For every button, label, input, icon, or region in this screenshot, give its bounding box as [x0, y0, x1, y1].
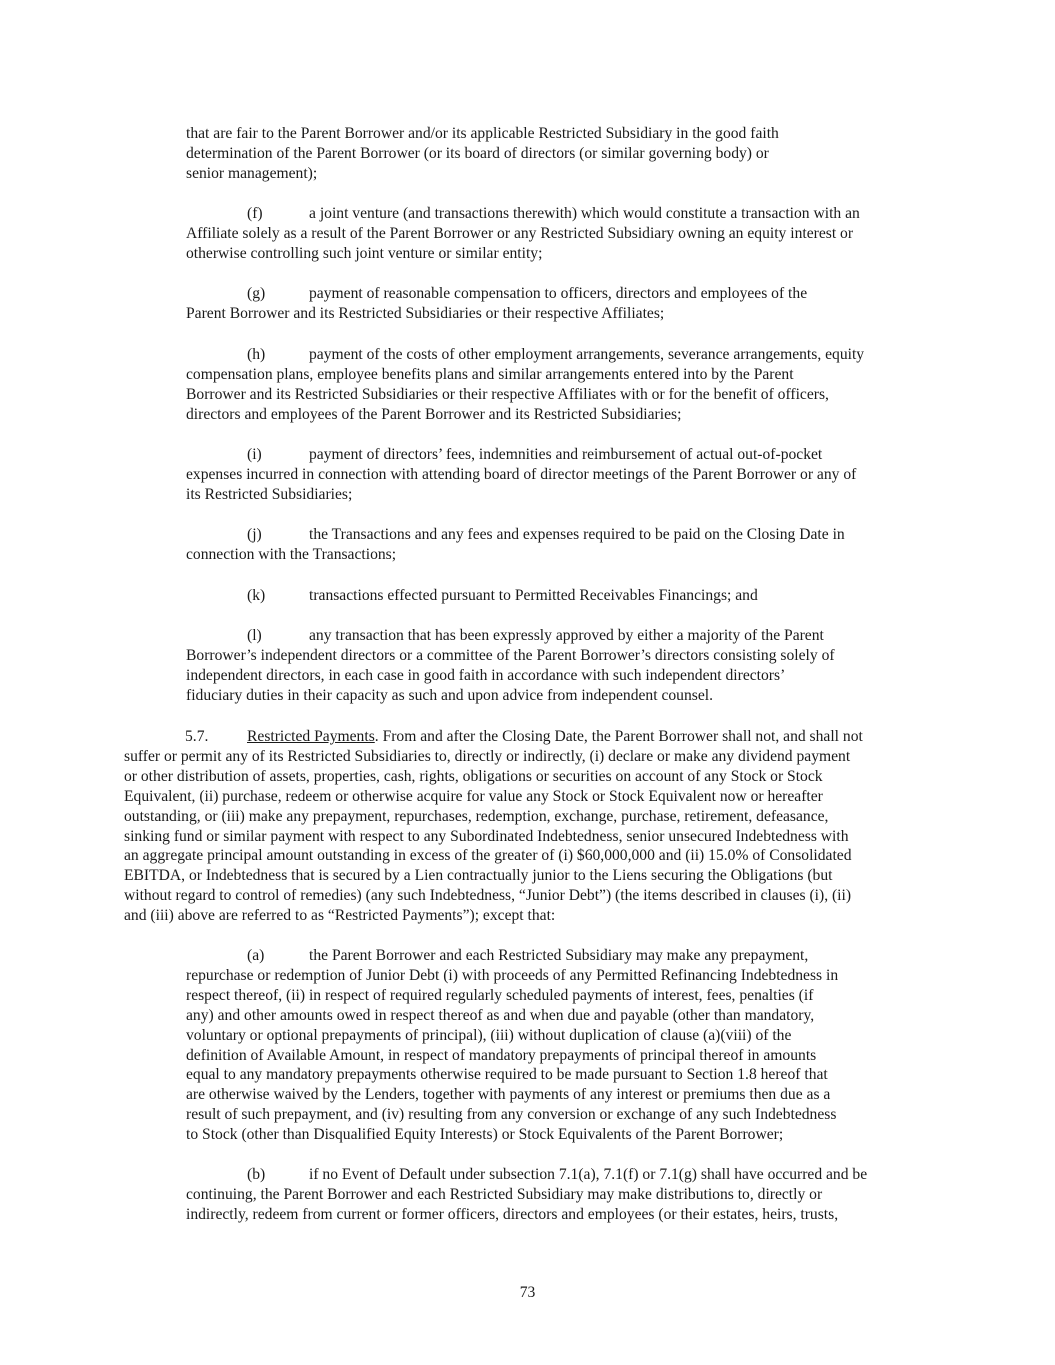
text-line: Affiliate solely as a result of the Parent Borrower or any Restricted Subsidiary owning an equity interest or: [186, 224, 854, 242]
text-line: Parent Borrower and its Restricted Subsidiaries or their respective Affiliates;: [186, 304, 665, 322]
text-line: its Restricted Subsidiaries;: [186, 485, 353, 503]
page-number: 73: [519, 1284, 536, 1301]
clause-label: (a): [247, 947, 265, 964]
text-line: directors and employees of the Parent Borrower and its Restricted Subsidiaries;: [186, 405, 682, 423]
text-line: the Transactions and any fees and expenses required to be paid on the Closing Date in: [309, 526, 845, 543]
text-line: payment of directors’ fees, indemnities and reimbursement of actual out-of-pocket: [309, 446, 823, 463]
text-line: Equivalent, (ii) purchase, redeem or otherwise acquire for value any Stock or Stock Equivalent now or hereafter: [124, 787, 823, 805]
intro-paragraph: [186, 124, 931, 184]
text-line: a joint venture (and transactions therewith) which would constitute a transaction with an: [309, 205, 860, 222]
text-line: payment of reasonable compensation to officers, directors and employees of the: [309, 285, 808, 302]
clause-g: [186, 284, 931, 324]
text-line: EBITDA, or Indebtedness that is secured by a Lien contractually junior to the Liens securing the Obligations (but: [124, 867, 833, 885]
text-line: connection with the Transactions;: [186, 545, 397, 563]
text-line: any transaction that has been expressly approved by either a majority of the Parent: [309, 627, 824, 644]
text-line: transactions effected pursuant to Permitted Receivables Financings; and: [309, 587, 758, 604]
clause-label: (k): [247, 587, 266, 604]
text-line: definition of Available Amount, in respect of mandatory prepayments of principal thereof in amounts: [186, 1046, 817, 1064]
clause-f: [186, 204, 931, 264]
clause-label: (l): [247, 627, 262, 644]
text-line: an aggregate principal amount outstanding in excess of the greater of (i) $60,000,000 and (ii) 15.0% of Consolidated: [124, 847, 852, 865]
clause-l: [186, 626, 931, 706]
clause-label: (f): [247, 205, 263, 222]
text-line: or other distribution of assets, properties, cash, rights, obligations or securities on account of any Stock or Stock: [124, 767, 823, 785]
text-line: . From and after the Closing Date, the Parent Borrower shall not, and shall not: [374, 728, 863, 745]
clause-label: (g): [247, 285, 266, 302]
text-line: outstanding, or (iii) make any prepayment, repurchases, redemption, exchange, purchase, retirement, defeasance,: [124, 807, 829, 825]
clause-k: [186, 586, 931, 606]
sub-clause-b: [186, 1165, 931, 1225]
text-line: senior management);: [186, 164, 318, 182]
clause-i: [186, 445, 931, 505]
section-heading: Restricted Payments: [247, 728, 375, 745]
section-number: 5.7.: [185, 728, 209, 745]
text-line: and (iii) above are referred to as “Restricted Payments”); except that:: [124, 907, 556, 925]
text-line: sinking fund or similar payment with respect to any Subordinated Indebtedness, senior unsecured Indebtedness with: [124, 827, 849, 845]
text-line: equal to any mandatory prepayments otherwise required to be made pursuant to Section 1.8 hereof that: [186, 1066, 828, 1084]
clause-label: (h): [247, 346, 266, 363]
clause-h: [186, 345, 931, 425]
text-line: continuing, the Parent Borrower and each Restricted Subsidiary may make distributions to, directly or: [186, 1185, 823, 1203]
clause-label: (i): [247, 446, 262, 463]
text-line: without regard to control of remedies) (any such Indebtedness, “Junior Debt”) (the items described in clauses (i), (ii): [124, 887, 852, 905]
text-line: repurchase or redemption of Junior Debt (i) with proceeds of any Permitted Refinancing Indebtedness in: [186, 966, 839, 984]
text-line: Borrower’s independent directors or a committee of the Parent Borrower’s directors consisting solely of: [186, 646, 835, 664]
sub-clause-a: [186, 946, 931, 1145]
text-line: if no Event of Default under subsection 7.1(a), 7.1(f) or 7.1(g) shall have occurred and be: [309, 1166, 868, 1183]
clause-label: (b): [247, 1166, 266, 1183]
text-line: respect thereof, (ii) in respect of required regularly scheduled payments of interest, fees, penalties (if: [186, 986, 814, 1004]
text-line: expenses incurred in connection with attending board of director meetings of the Parent Borrower or any of: [186, 465, 857, 483]
text-line: suffer or permit any of its Restricted Subsidiaries to, directly or indirectly, (i) declare or make any dividend payment: [124, 747, 851, 765]
text-line: indirectly, redeem from current or former officers, directors and employees (or their estates, heirs, trusts,: [186, 1205, 839, 1223]
text-line: result of such prepayment, and (iv) resulting from any conversion or exchange of any such Indebtedness: [186, 1106, 837, 1124]
text-line: otherwise controlling such joint venture or similar entity;: [186, 244, 543, 262]
text-line: are otherwise waived by the Lenders, together with payments of any interest or premiums then due as a: [186, 1086, 831, 1104]
text-line: fiduciary duties in their capacity as such and upon advice from independent counsel.: [186, 686, 713, 704]
text-line: voluntary or optional prepayments of principal), (iii) without duplication of clause (a)(viii) of the: [186, 1026, 792, 1044]
text-line: Borrower and its Restricted Subsidiaries or their respective Affiliates with or for the benefit of officers,: [186, 385, 829, 403]
clause-j: [186, 525, 931, 565]
text-line: independent directors, in each case in good faith in accordance with such independent directors’: [186, 666, 786, 684]
clause-label: (j): [247, 526, 262, 543]
text-line: to Stock (other than Disqualified Equity Interests) or Stock Equivalents of the Parent Borrower;: [186, 1126, 784, 1144]
text-line: that are fair to the Parent Borrower and/or its applicable Restricted Subsidiary in the good faith: [186, 125, 779, 142]
text-line: any) and other amounts owed in respect thereof as and when due and payable (other than mandatory,: [186, 1006, 815, 1024]
text-line: the Parent Borrower and each Restricted Subsidiary may make any prepayment,: [309, 947, 809, 964]
text-line: determination of the Parent Borrower (or its board of directors (or similar governing body) or: [186, 144, 769, 162]
text-line: compensation plans, employee benefits plans and similar arrangements entered into by the Parent: [186, 365, 794, 383]
text-line: payment of the costs of other employment arrangements, severance arrangements, equity: [309, 346, 865, 363]
section-5-7: [124, 727, 931, 926]
